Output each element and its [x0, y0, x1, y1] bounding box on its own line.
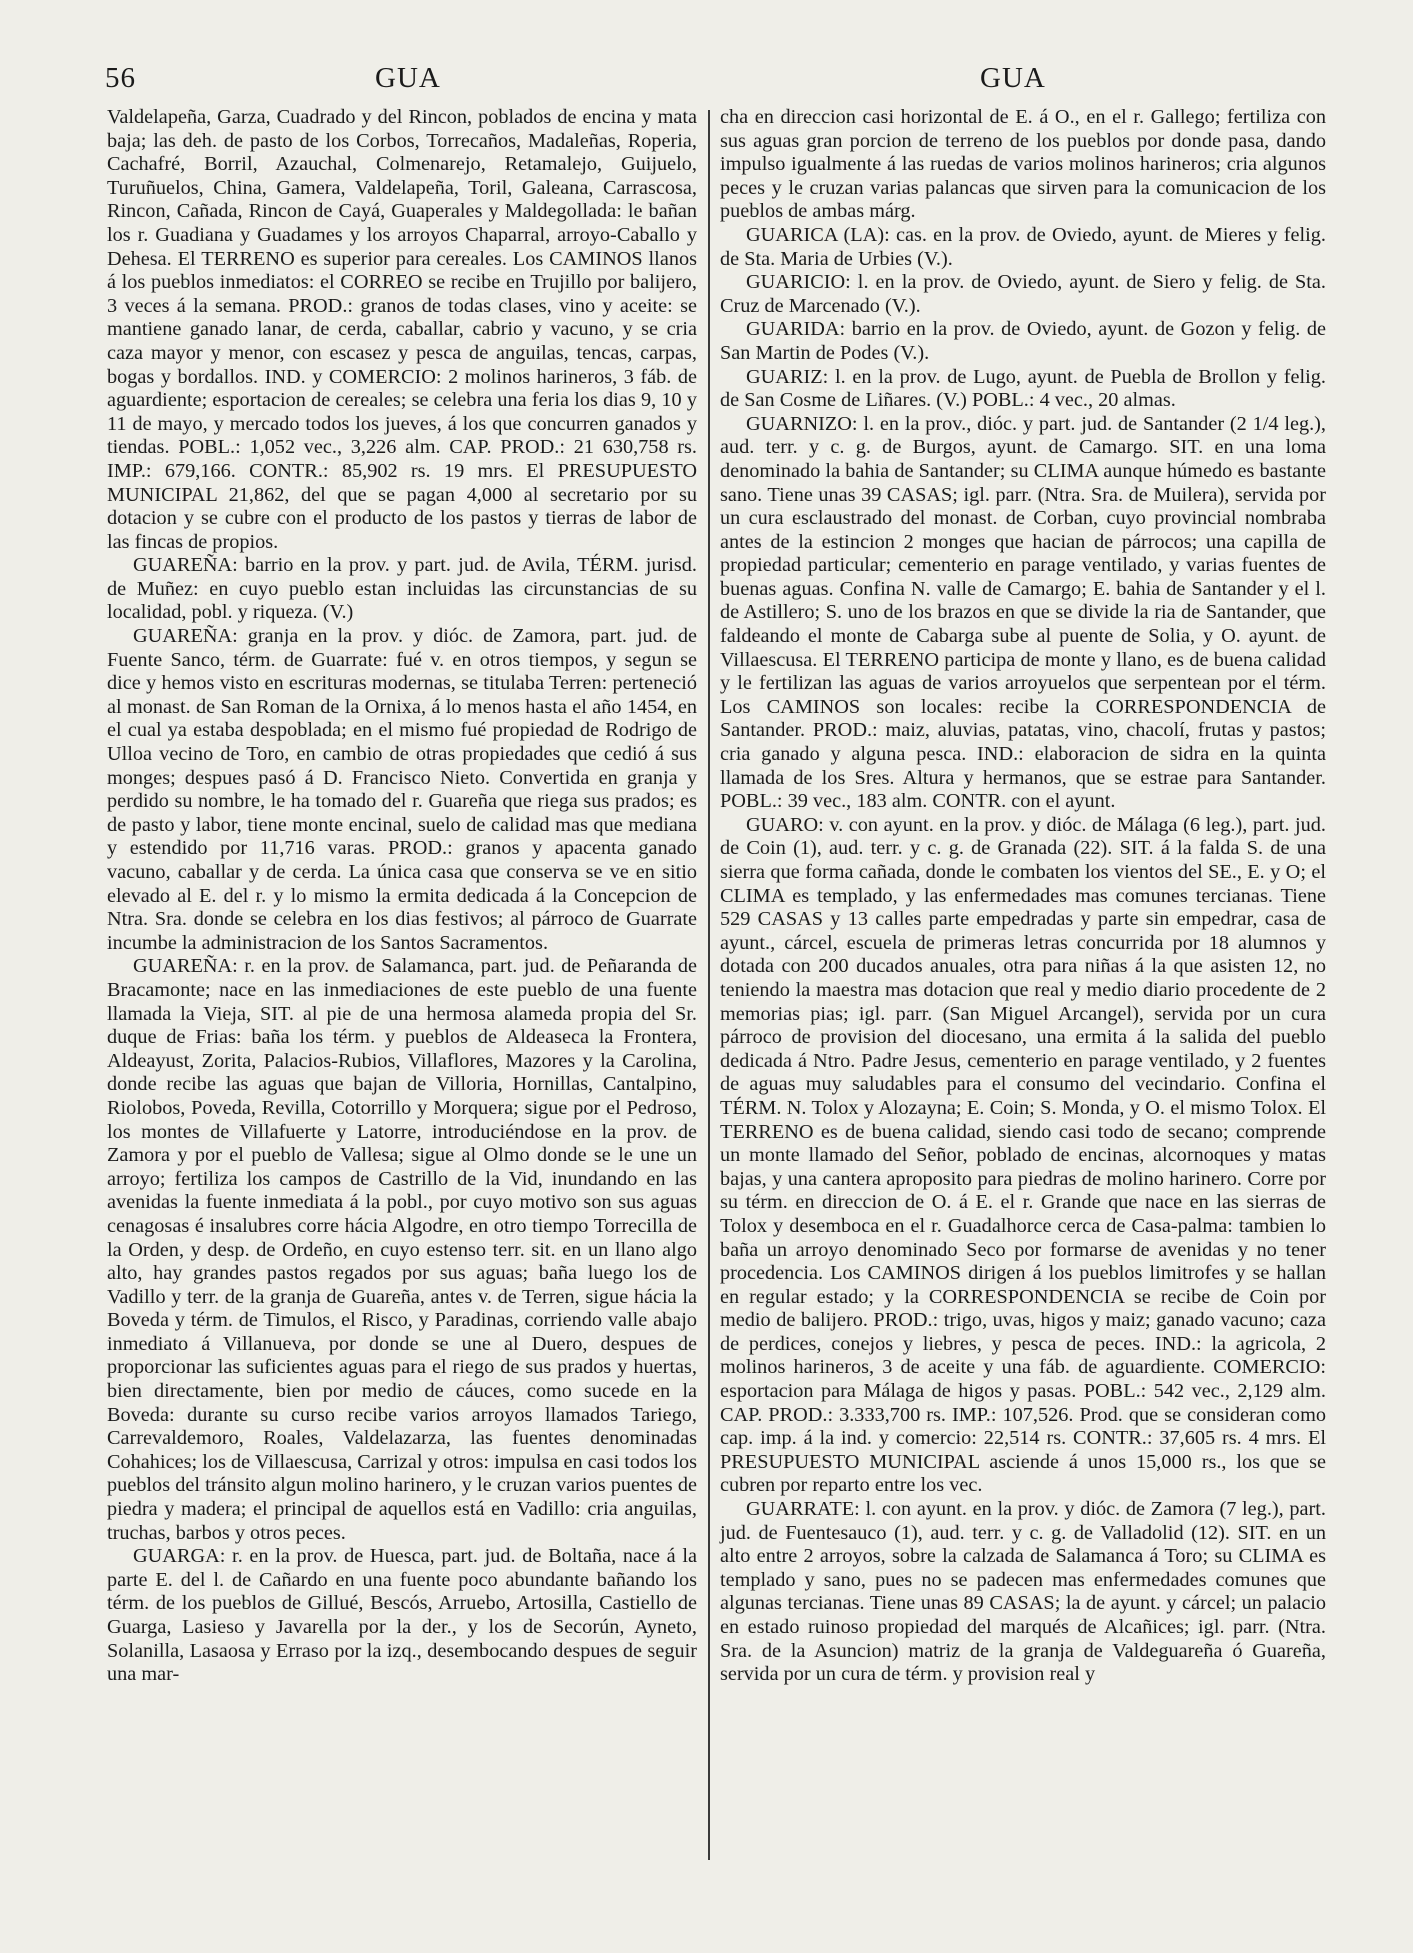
page-number: 56 [105, 62, 136, 94]
right-column [720, 106, 1326, 1687]
dictionary-entry: Valdelapeña, Garza, Cuadrado y del Rincon, poblados de encina y mata baja; las deh. de pasto de los Corbos, Torrecaños, Madaleñas, Roperia, Cachafré, Borril, Azauchal, Colmenarejo, Retamalejo, Guijuelo, Turuñuelos, China, Gamera, Valdelapeña, Toril, Galeana, Carrascosa, Rincon, Cañada, Rincon de Cayá, Guaperales y Maldegollada: le bañan los r. Guadiana y Guadames y los arroyos Chaparral, arroyo-Caballo y Dehesa. El TERRENO es superior para cereales. Los CAMINOS llanos á los pueblos inmediatos: el CORREO se recibe en Trujillo por balijero, 3 veces á la semana. PROD.: granos de todas clases, vino y aceite: se mantiene ganado lanar, de cerda, caballar, cabrio y vacuno, y se cria caza mayor y menor, con escasez y pesca de anguilas, tencas, carpas, bogas y bordallos. IND. y COMERCIO: 2 molinos harineros, 3 fáb. de aguardiente; esportacion de cereales; se celebra una feria los dias 9, 10 y 11 de mayo, y mercado todos los jueves, á los que concurren ganados y tiendas. POBL.: 1,052 vec., 3,226 alm. CAP. PROD.: 21 630,758 rs. IMP.: 679,166. CONTR.: 85,902 rs. 19 mrs. El PRESUPUESTO MUNICIPAL 21,862, del que se pagan 4,000 al secretario por su dotacion y se cubre con el producto de los pastos y tierras de labor de las fincas de propios. [107, 106, 697, 553]
running-head-left: GUA [375, 62, 441, 94]
dictionary-entry: GUAREÑA: granja en la prov. y dióc. de Zamora, part. jud. de Fuente Sanco, térm. de Guarrate: fué v. en otros tiempos, y segun se dice y hemos visto en escrituras modernas, se titulaba Terren: perteneció al monast. de San Roman de la Ornixa, á lo menos hasta el año 1454, en el cual ya estaba despoblada; en el mismo fué propiedad de Rodrigo de Ulloa vecino de Toro, en cambio de otras propiedades que cedió á sus monges; despues pasó á D. Francisco Nieto. Convertida en granja y perdido su nombre, le ha tomado del r. Guareña que riega sus prados; es de pasto y labor, tiene monte encinal, suelo de calidad mas que mediana y estendido por 11,716 varas. PROD.: granos y apacenta ganado vacuno, caballar y de cerda. La única casa que conserva se ve en sitio elevado al E. del r. y lo mismo la ermita dedicada á la Concepcion de Ntra. Sra. donde se celebra en los dias festivos; al párroco de Guarrate incumbe la administracion de los Santos Sacramentos. [107, 625, 697, 954]
column-divider [708, 110, 710, 1860]
dictionary-entry: GUARNIZO: l. en la prov., dióc. y part. jud. de Santander (2 1/4 leg.), aud. terr. y c. g. de Burgos, ayunt. de Camargo. SIT. en una loma denominado la bahia de Santander; su CLIMA aunque húmedo es bastante sano. Tiene unas 39 CASAS; igl. parr. (Ntra. Sra. de Muilera), servida por un cura esclaustrado del monast. de Corban, cuyo provincial nombraba antes de la estincion 2 monges que hacian de párrocos; una capilla de propiedad particular; cementerio en parage ventilado, y varias fuentes de buenas aguas. Confina N. valle de Camargo; E. bahia de Santander y el l. de Astillero; S. uno de los brazos en que se divide la ria de Santander, que faldeando el monte de Cabarga sube al puente de Solia, y O. ayunt. de Villaescusa. El TERRENO participa de monte y llano, es de buena calidad y le fertilizan las aguas de varios arroyuelos que serpentean por el térm. Los CAMINOS son locales: recibe la CORRESPONDENCIA de Santander. PROD.: maiz, aluvias, patatas, vino, chacolí, frutas y pastos; cria ganado y alguna pesca. IND.: elaboracion de sidra en la quinta llamada de los Sres. Altura y hermanos, que se estrae para Santander. POBL.: 39 vec., 183 alm. CONTR. con el ayunt. [720, 412, 1326, 813]
dictionary-entry: GUAREÑA: r. en la prov. de Salamanca, part. jud. de Peñaranda de Bracamonte; nace en las inmediaciones de este pueblo de una fuente llamada la Vieja, SIT. al pie de una hermosa alameda propia del Sr. duque de Frias: baña los térm. y pueblos de Aldeaseca la Frontera, Aldeayust, Zorita, Palacios-Rubios, Villaflores, Mazores y la Carolina, donde recibe las aguas que bajan de Villoria, Hornillas, Cantalpino, Riolobos, Poveda, Revilla, Cotorrillo y Morquera; sigue por el Pedroso, los montes de Villafuerte y Latorre, introduciéndose en la prov. de Zamora y por el pueblo de Vallesa; sigue al Olmo donde se le une un arroyo; fertiliza los campos de Castrillo de la Vid, inundando en las avenidas la fuente inmediata á la pobl., por cuyo motivo son sus aguas cenagosas é insalubres corre hácia Algodre, en otro tiempo Torrecilla de la Orden, y desp. de Ordeño, en cuyo estenso terr. sit. en un llano algo alto, hay grandes pastos regados por sus aguas; baña luego los de Vadillo y terr. de la granja de Guareña, antes v. de Terren, sigue hácia la Boveda y térm. de Timulos, el Risco, y Paradinas, corriendo valle abajo inmediato á Villanueva, por donde se une al Duero, despues de proporcionar las suficientes aguas para el riego de sus prados y huertas, bien directamente, bien por medio de cáuces, como sucede en la Boveda: durante su curso recibe varios arroyos llamados Tariego, Carrevaldemoro, Roales, Valdelazarza, las fuentes denominadas Cohahices; los de Villaescusa, Carrizal y otros: impulsa en casi todos los pueblos del tránsito algun molino harinero, y le cruzan varios puentes de piedra y madera; el principal de aquellos está en Vadillo: cria anguilas, truchas, barbos y otros peces. [107, 955, 697, 1544]
dictionary-entry: GUAREÑA: barrio en la prov. y part. jud. de Avila, TÉRM. jurisd. de Muñez: en cuyo pueblo estan incluidas las circunstancias de su localidad, pobl. y riqueza. (V.) [107, 554, 697, 624]
running-head-right: GUA [980, 62, 1046, 94]
left-column [107, 106, 697, 1687]
dictionary-entry: GUARO: v. con ayunt. en la prov. y dióc. de Málaga (6 leg.), part. jud. de Coin (1), aud. terr. y c. g. de Granada (22). SIT. á la falda S. de una sierra que forma cañada, donde le combaten los vientos del SE., E. y O; el CLIMA es templado, y las enfermedades mas comunes tercianas. Tiene 529 CASAS y 13 calles parte empedradas y parte sin empedrar, casa de ayunt., cárcel, escuela de primeras letras concurrida por 18 alumnos y dotada con 200 ducados anuales, otra para niñas á la que asisten 12, no teniendo la maestra mas dotacion que real y medio diario procedente de 2 memorias pias; igl. parr. (San Miguel Arcangel), servida por un cura párroco de provision del diocesano, una ermita á la salida del pueblo dedicada á Ntro. Padre Jesus, cementerio en parage ventilado, y 2 fuentes de aguas muy saludables para el consumo del vecindario. Confina el TÉRM. N. Tolox y Alozayna; E. Coin; S. Monda, y O. el mismo Tolox. El TERRENO es de buena calidad, siendo casi todo de secano; comprende un monte llamado del Señor, poblado de encinas, alcornoques y matas bajas, y una cantera aproposito para piedras de molino harinero. Corre por su térm. en direccion de O. á E. el r. Grande que nace en las sierras de Tolox y desemboca en el r. Guadalhorce cerca de Casa-palma: tambien lo baña un arroyo denominado Seco por formarse de avenidas y no tener procedencia. Los CAMINOS dirigen á los pueblos limitrofes y se hallan en regular estado; y la CORRESPONDENCIA se recibe de Coin por medio de balijero. PROD.: trigo, uvas, higos y maiz; ganado vacuno; caza de perdices, conejos y liebres, y pesca de peces. IND.: la agricola, 2 molinos harineros, 3 de aceite y una fáb. de aguardiente. COMERCIO: esportacion para Málaga de higos y pasas. POBL.: 542 vec., 2,129 alm. CAP. PROD.: 3.333,700 rs. IMP.: 107,526. Prod. que se consideran como cap. imp. á la ind. y comercio: 22,514 rs. CONTR.: 37,605 rs. 4 mrs. El PRESUPUESTO MUNICIPAL asciende á unos 15,000 rs., los que se cubren por reparto entre los vec. [720, 813, 1326, 1497]
dictionary-entry: GUARICIO: l. en la prov. de Oviedo, ayunt. de Siero y felig. de Sta. Cruz de Marcenado (V.). [720, 271, 1326, 317]
dictionary-entry: GUARRATE: l. con ayunt. en la prov. y dióc. de Zamora (7 leg.), part. jud. de Fuentesauco (1), aud. terr. y c. g. de Valladolid (12). SIT. en un alto entre 2 arroyos, sobre la calzada de Salamanca á Toro; su CLIMA es templado y sano, pues no se padecen mas enfermedades comunes que algunas tercianas. Tiene unas 89 CASAS; la de ayunt. y cárcel; un palacio en estado ruinoso propiedad del marqués de Alcañices; igl. parr. (Ntra. Sra. de la Asuncion) matriz de la granja de Valdeguareña ó Guareña, servida por un cura de térm. y provision real y [720, 1498, 1326, 1686]
dictionary-entry: GUARICA (LA): cas. en la prov. de Oviedo, ayunt. de Mieres y felig. de Sta. Maria de Urbies (V.). [720, 223, 1326, 270]
dictionary-entry: GUARIZ: l. en la prov. de Lugo, ayunt. de Puebla de Brollon y felig. de San Cosme de Liñares. (V.) POBL.: 4 vec., 20 almas. [720, 365, 1326, 412]
dictionary-entry: GUARGA: r. en la prov. de Huesca, part. jud. de Boltaña, nace á la parte E. del l. de Cañardo en una fuente poco abundante bañando los térm. de los pueblos de Gillué, Bescós, Arruebo, Artosilla, Castiello de Guarga, Lasieso y Javarella por la der., y los de Secorún, Ayneto, Solanilla, Lasaosa y Erraso por la izq., desembocando despues de seguir una mar- [107, 1545, 697, 1686]
dictionary-entry: cha en direccion casi horizontal de E. á O., en el r. Gallego; fertiliza con sus aguas gran porcion de terreno de los pueblos por donde pasa, dando impulso igualmente á las ruedas de varios molinos harineros; cria algunos peces y le cruzan varias palancas que sirven para la comunicacion de los pueblos de ambas márg. [720, 106, 1326, 223]
dictionary-entry: GUARIDA: barrio en la prov. de Oviedo, ayunt. de Gozon y felig. de San Martin de Podes (V.). [720, 318, 1326, 364]
page-header [105, 62, 1335, 104]
